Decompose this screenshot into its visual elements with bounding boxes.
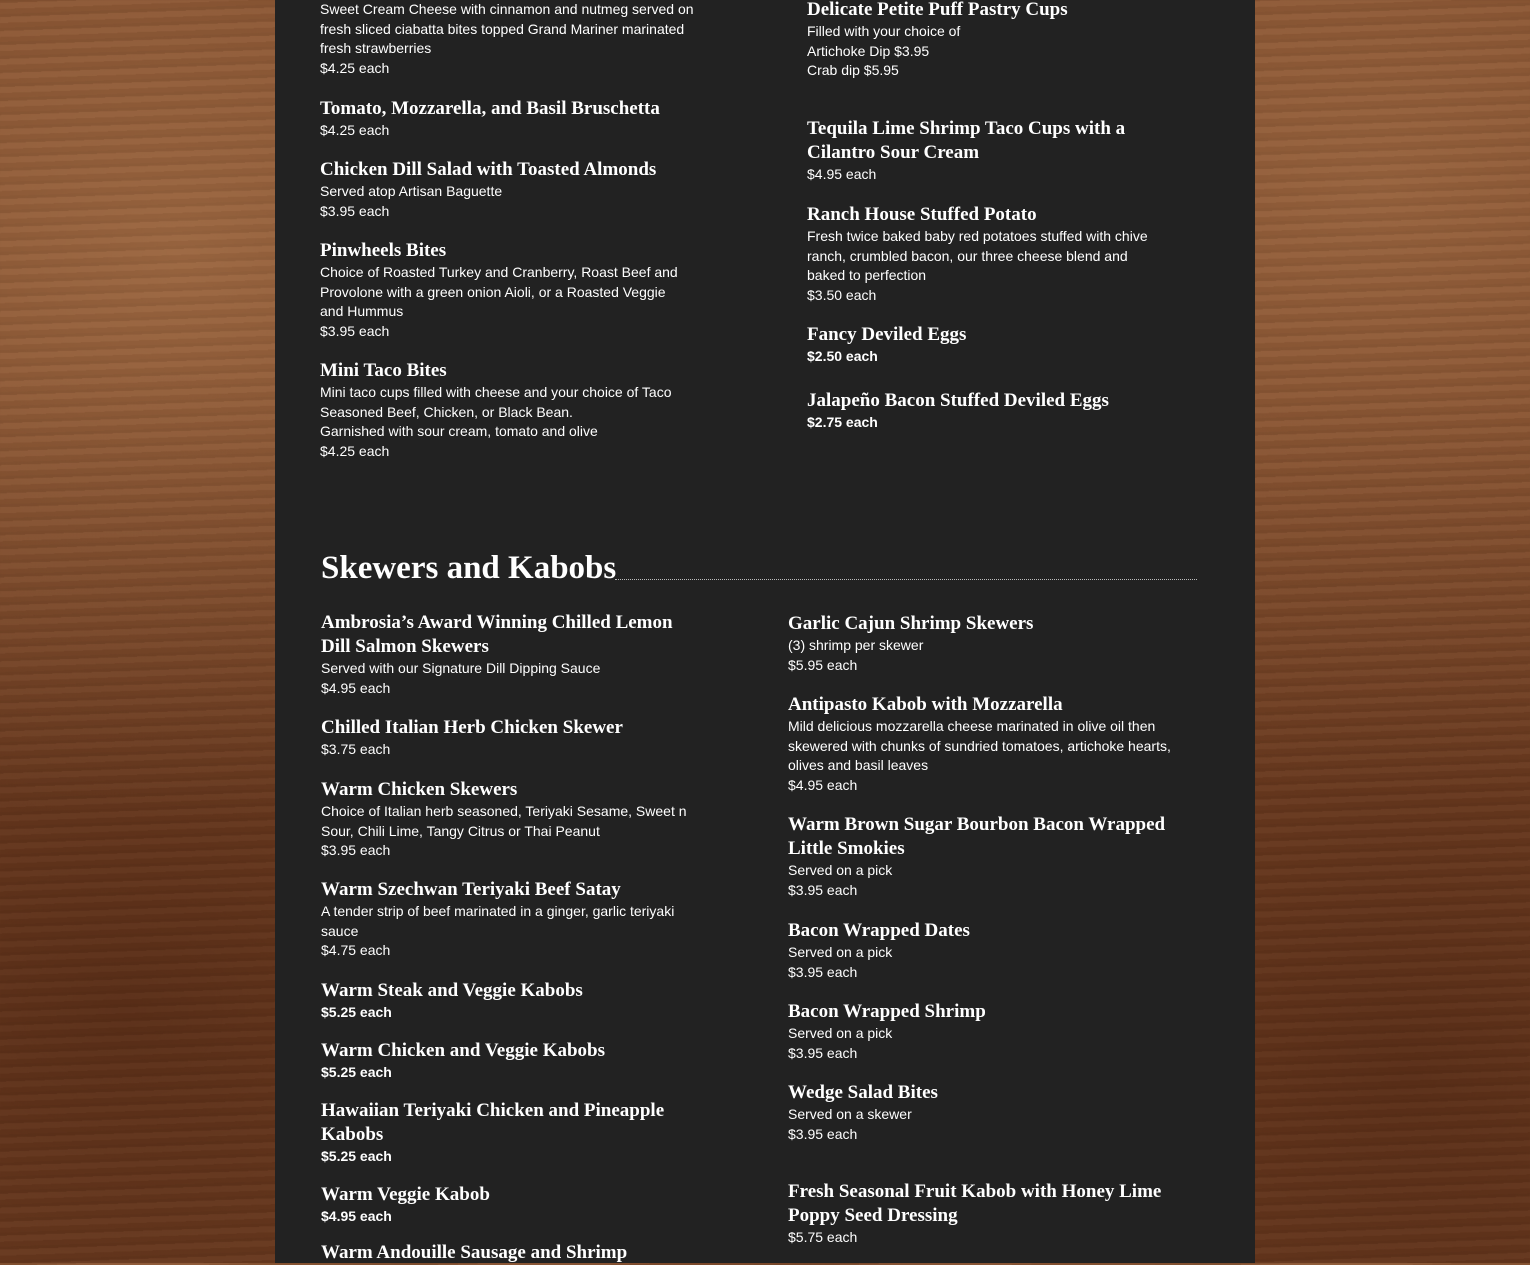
item-title: Fancy Deviled Eggs	[807, 324, 967, 345]
item-title: Warm Brown Sugar Bourbon Bacon Wrapped	[788, 814, 1166, 835]
item-title: Little Smokies	[788, 838, 905, 859]
item-description-line: Served on a skewer	[788, 1106, 912, 1122]
item-price: $4.75 each	[321, 942, 391, 958]
menu-item	[788, 1000, 986, 1063]
item-description-line: Mild delicious mozzarella cheese marinated in olive oil then	[788, 718, 1156, 734]
menu-item	[321, 1039, 605, 1083]
item-price: $3.50 each	[807, 286, 877, 303]
item-title: Cilantro Sour Cream	[807, 142, 980, 163]
menu-item	[788, 813, 1165, 900]
item-title: Warm Andouille Sausage and Shrimp	[321, 1242, 628, 1263]
item-title: Mini Taco Bites	[320, 360, 447, 381]
section-title: Skewers and Kabobs	[321, 550, 617, 586]
item-price: $3.95 each	[320, 322, 390, 339]
menu-item	[320, 239, 678, 341]
menu-item	[807, 203, 1148, 305]
item-price: $4.95 each	[807, 166, 877, 182]
item-description-line: skewered with chunks of sundried tomatoes, artichoke hearts,	[788, 737, 1171, 754]
item-price: $5.25 each	[321, 1004, 392, 1020]
item-price: $3.95 each	[788, 1044, 858, 1061]
item-title: Fresh Seasonal Fruit Kabob with Honey Lime	[788, 1181, 1162, 1202]
item-description-line: Served on a pick	[788, 862, 893, 878]
menu-item	[321, 1183, 490, 1227]
item-description-line: Choice of Roasted Turkey and Cranberry, Roast Beef and	[320, 264, 678, 280]
item-title: Warm Steak and Veggie Kabobs	[321, 980, 583, 1001]
item-price: $5.75 each	[788, 1229, 858, 1245]
item-title: Dill Salmon Skewers	[321, 636, 489, 657]
item-description-line: (3) shrimp per skewer	[788, 637, 924, 653]
menu-item	[807, 323, 966, 367]
item-description-line: Served atop Artisan Baguette	[320, 183, 503, 199]
menu-item	[788, 612, 1033, 675]
item-description-line: Provolone with a green onion Aioli, or a Roasted Veggie	[320, 283, 666, 300]
item-description-line: Sour, Chili Lime, Tangy Citrus or Thai Peanut	[321, 822, 600, 839]
menu-item	[320, 97, 660, 141]
item-description-line: Served on a pick	[788, 944, 893, 960]
item-description-line: sauce	[321, 922, 359, 939]
item-description-line: Crab dip $5.95	[807, 62, 899, 78]
menu-item	[321, 778, 687, 861]
item-description-line: Artichoke Dip $3.95	[807, 42, 930, 59]
menu-item	[807, 117, 1125, 185]
item-description-line: Fresh twice baked baby red potatoes stuffed with chive	[807, 228, 1148, 244]
item-title: Warm Veggie Kabob	[321, 1184, 490, 1205]
item-price: $4.25 each	[320, 59, 390, 76]
item-price: $3.95 each	[320, 202, 390, 219]
item-title: Warm Chicken Skewers	[321, 779, 518, 800]
section-divider	[615, 579, 1197, 580]
menu-item	[321, 716, 623, 760]
item-title: Bacon Wrapped Shrimp	[788, 1001, 986, 1022]
item-description-line: baked to perfection	[807, 267, 927, 283]
menu-item	[788, 1180, 1161, 1248]
item-price: $4.95 each	[321, 1208, 392, 1224]
item-price: $2.75 each	[807, 414, 878, 430]
item-title: Garlic Cajun Shrimp Skewers	[788, 613, 1034, 634]
item-title: Ranch House Stuffed Potato	[807, 204, 1037, 225]
item-title: Tomato, Mozzarella, and Basil Bruschetta	[320, 98, 660, 119]
item-price: $5.25 each	[321, 1148, 392, 1164]
item-price: $3.95 each	[788, 1125, 858, 1142]
item-price: $4.95 each	[321, 679, 391, 696]
item-title: Jalapeño Bacon Stuffed Deviled Eggs	[807, 390, 1109, 411]
item-description-line: fresh sliced ciabatta bites topped Grand Mariner marinated	[320, 20, 685, 37]
item-description-line: Filled with your choice of	[807, 23, 961, 39]
item-title: Warm Szechwan Teriyaki Beef Satay	[321, 879, 621, 900]
item-title: Chilled Italian Herb Chicken Skewer	[321, 717, 623, 738]
item-description-line: Served with our Signature Dill Dipping Sauce	[321, 660, 601, 676]
menu-item	[321, 1099, 664, 1167]
item-title: Warm Chicken and Veggie Kabobs	[321, 1040, 605, 1061]
item-title: Wedge Salad Bites	[788, 1082, 938, 1103]
item-price: $2.50 each	[807, 348, 878, 364]
item-title: Hawaiian Teriyaki Chicken and Pineapple	[321, 1100, 665, 1121]
item-title: Bacon Wrapped Dates	[788, 920, 970, 941]
item-description-line: Garnished with sour cream, tomato and olive	[320, 423, 598, 439]
menu-item	[807, 0, 1068, 81]
item-price: $3.95 each	[788, 963, 858, 980]
item-description-line: ranch, crumbled bacon, our three cheese blend and	[807, 247, 1128, 264]
item-description-line: Served on a pick	[788, 1025, 893, 1041]
item-description-line: Choice of Italian herb seasoned, Teriyaki Sesame, Sweet n	[321, 803, 687, 819]
item-price: $4.25 each	[320, 122, 390, 138]
menu-item	[321, 979, 583, 1023]
item-title: Ambrosia’s Award Winning Chilled Lemon	[321, 612, 673, 633]
menu-item	[320, 158, 656, 221]
item-title: Antipasto Kabob with Mozzarella	[788, 694, 1063, 715]
menu-item	[807, 389, 1109, 433]
item-description-line: Seasoned Beef, Chicken, or Black Bean.	[320, 403, 573, 420]
menu-item	[788, 1081, 938, 1144]
item-price: $4.25 each	[320, 442, 390, 459]
item-price: $5.95 each	[788, 656, 858, 673]
menu-item	[320, 359, 672, 461]
menu-item	[321, 878, 674, 961]
item-description-line: and Hummus	[320, 303, 404, 319]
menu-item	[320, 0, 694, 78]
item-description-line: Mini taco cups filled with cheese and your choice of Taco	[320, 384, 672, 400]
item-price: $3.95 each	[321, 842, 391, 858]
item-title: Kabobs	[321, 1124, 384, 1145]
item-price: $3.75 each	[321, 741, 391, 757]
item-description-line: A tender strip of beef marinated in a ginger, garlic teriyaki	[321, 903, 675, 919]
item-price: $4.95 each	[788, 776, 858, 793]
item-title: Chicken Dill Salad with Toasted Almonds	[320, 159, 657, 180]
item-title: Poppy Seed Dressing	[788, 1205, 958, 1226]
menu-item	[321, 611, 673, 698]
menu-item	[788, 919, 970, 982]
item-title: Tequila Lime Shrimp Taco Cups with a	[807, 118, 1126, 139]
item-title: Delicate Petite Puff Pastry Cups	[807, 0, 1068, 20]
item-description-line: Sweet Cream Cheese with cinnamon and nutmeg served on	[320, 1, 694, 17]
item-price: $3.95 each	[788, 881, 858, 898]
item-title: Pinwheels Bites	[320, 240, 447, 261]
menu-item	[321, 1241, 627, 1265]
item-description-line: fresh strawberries	[320, 40, 432, 56]
menu-item	[788, 693, 1171, 795]
item-description-line: olives and basil leaves	[788, 757, 929, 773]
item-price: $5.25 each	[321, 1064, 392, 1080]
